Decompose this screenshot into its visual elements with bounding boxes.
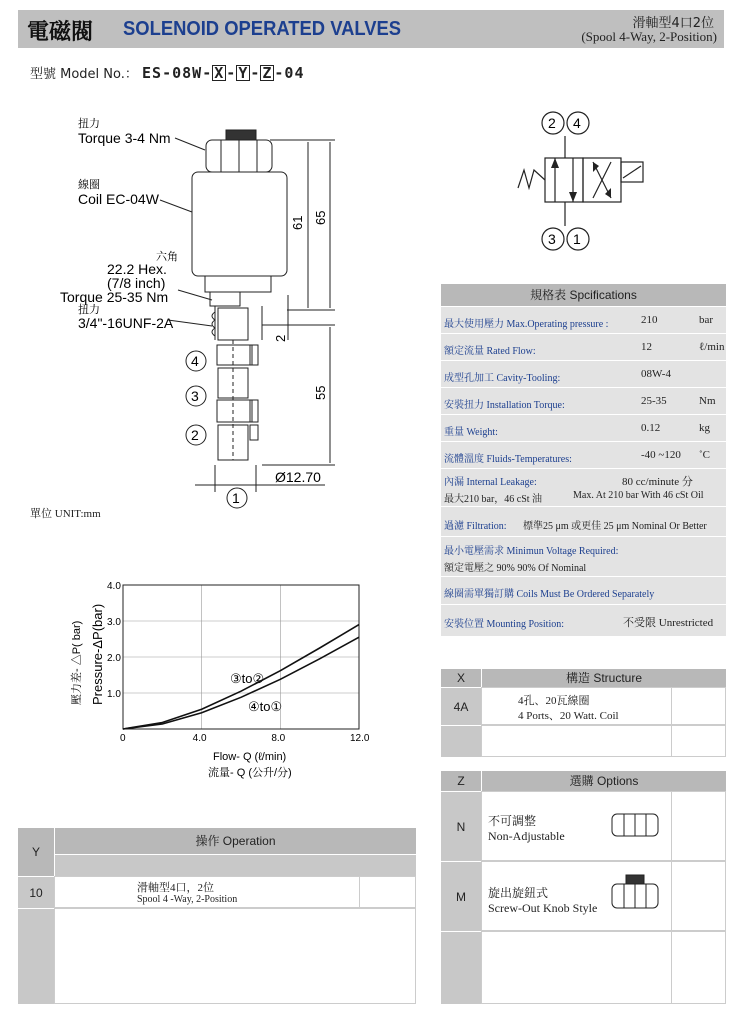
hex-label-zh: 六角 [156,251,178,263]
model-suffix: -04 [274,64,305,82]
spec-row-label: 安裝扭力 Installation Torque: [444,400,565,411]
filtration-value: 標準25 μm 或更佳 25 μm Nominal Or Better [523,521,707,532]
structure-col-label: X [441,669,481,687]
operation-col-label: Y [18,828,54,876]
x-tick-label: 12.0 [350,733,370,744]
spec-row-label: 成型孔加工 Cavity-Tooling: [444,373,561,384]
unit-note: 單位 UNIT:mm [30,508,101,520]
subtitle-zh: 滑軸型4口2位 [632,16,714,31]
y-axis-label-zh: 壓力差- △P( bar) [71,620,83,705]
torque-label-zh: 扭力 [78,118,100,130]
operation-subheader [54,854,416,876]
port-1-marker: 1 [232,490,240,506]
port-2-marker: 2 [191,427,199,443]
port-3-marker: 3 [191,388,199,404]
dim-55: 55 [313,385,328,400]
spec-row-value: 08W-4 [641,368,671,380]
option-m-blank [671,861,726,931]
option-m-en: Screw-Out Knob Style [488,901,598,915]
dim-65: 65 [313,210,328,225]
leakage-sub-zh: 最大210 bar，46 cSt 油 [444,494,543,505]
spec-row-unit: bar [699,314,714,326]
spec-row [441,333,726,360]
x-tick-label: 8.0 [271,733,286,744]
coil-note: 線圈需單獨訂購 Coils Must Be Ordered Separately [444,589,655,600]
operation-desc-zh: 滑軸型4口，2位 [137,882,214,894]
thread-label: 3/4"-16UNF-2A [78,315,174,331]
x-axis-label-zh: 流量- Q (公升/分) [208,767,292,779]
option-n-code: N [441,791,481,861]
spec-row-value: 12 [641,341,652,353]
voltage-value: 額定電壓之 90% 90% Of Nominal [444,563,587,574]
structure-desc-cell [481,687,671,725]
spec-row [441,441,726,468]
operation-blank [359,876,416,908]
model-x: X [214,64,225,82]
title-zh: 電磁閥 [27,20,94,45]
structure-title: 構造 Structure [481,669,726,687]
spec-row-unit: Nm [699,395,716,407]
header-bar [18,10,724,48]
y-axis-label: Pressure-ΔP(bar) [90,603,105,705]
spec-row [441,387,726,414]
mounting-label: 安裝位置 Mounting Position: [444,619,565,630]
operation-title: 操作 Operation [54,828,416,854]
option-n-cell [481,791,671,861]
spec-row-unit: ˚C [699,449,710,461]
spec-row-label: 重量 Weight: [444,427,498,438]
structure-desc-en: 4 Ports、20 Watt. Coil [518,710,619,722]
options-empty-2 [671,931,726,1004]
spec-row-value: -40 ~120 [641,449,681,461]
spec-title: 規格表 Spcifications [441,284,726,306]
model-label: 型號 Model No.： [30,67,138,82]
torque-label: Torque 3-4 Nm [78,130,171,146]
operation-code: 10 [18,876,54,908]
operation-desc-en: Spool 4 -Way, 2-Position [137,894,238,905]
spec-row [441,306,726,333]
knob-top [226,130,256,140]
spec-row [441,536,726,576]
structure-blank [671,687,726,725]
option-n-zh: 不可調整 [488,814,537,828]
spec-row-label: 最大使用壓力 Max.Operating pressure : [444,319,609,330]
leakage-label: 內漏 Internal Leakage: [444,477,537,488]
pressure-flow-chart [60,575,390,790]
option-m-cell [481,861,671,931]
model-y: Y [238,64,249,82]
option-n-en: Non-Adjustable [488,829,565,843]
coil-label: Coil EC-04W [78,191,159,207]
option-n-blank [671,791,726,861]
operation-table [18,828,416,1004]
structure-empty-2 [671,725,726,757]
non-adjustable-nut-icon [610,810,660,840]
hex-label: 22.2 Hex. [107,261,167,277]
y-tick-label: 2.0 [107,653,121,664]
x-tick-label: 4.0 [192,733,207,744]
hex-nut [205,276,271,292]
option-m-code: M [441,861,481,931]
leakage-sub-en: Max. At 210 bar With 46 cSt Oil [573,490,704,501]
options-title: 選購 Options [481,771,726,791]
spec-row-value: 210 [641,314,658,326]
spec-row-value: 25-35 [641,395,667,407]
operation-desc-cell [54,876,359,908]
title-en: SOLENOID OPERATED VALVES [123,18,402,40]
spec-row-value: 0.12 [641,422,661,434]
symbol-port-1: 1 [573,231,581,247]
hydraulic-symbol [510,108,660,258]
x-axis-label: Flow- Q (ℓ/min) [213,751,287,763]
spec-row [441,506,726,536]
options-empty [481,931,671,1004]
model-code [142,64,304,82]
structure-empty [481,725,671,757]
spec-row-unit: ℓ/min [699,341,725,353]
dim-2: 2 [273,334,288,342]
hex-inch-label: (7/8 inch) [107,275,166,291]
y-tick-label: 1.0 [107,689,121,700]
model-sep1: - [226,64,237,82]
options-table [441,771,726,1004]
coil-label-zh: 線圈 [78,179,100,191]
symbol-port-4: 4 [573,115,581,131]
model-sep2: - [250,64,261,82]
subtitle-en: (Spool 4-Way, 2-Position) [581,29,717,44]
spec-row [441,576,726,604]
option-m-zh: 旋出旋鈕式 [488,886,549,900]
valve-drawing [0,100,360,520]
spec-row-unit: kg [699,422,710,434]
leakage-value: 80 cc/minute 分 [622,476,693,488]
operation-empty [54,908,416,1004]
structure-table [441,669,726,757]
y-tick-label: 3.0 [107,617,121,628]
structure-empty-code [441,725,481,757]
filtration-label: 過濾 Filtration: [444,521,507,532]
voltage-label: 最小電壓需求 Minimun Voltage Required: [444,546,619,557]
model-prefix: ES-08W- [142,64,213,82]
options-empty-code [441,931,481,1004]
dim-61: 61 [290,215,305,230]
screw-out-knob-icon [610,874,660,914]
spec-row-label: 額定流量 Rated Flow: [444,346,536,357]
model-number [30,63,305,82]
spec-row [441,360,726,387]
y-tick-label: 4.0 [107,581,121,592]
thread-label-zh: 扭力 [78,304,100,316]
x-tick-label: 0 [120,733,126,744]
mounting-value: 不受限 Unrestricted [623,617,714,629]
torque2-label: Torque 25-35 Nm [60,289,169,305]
symbol-port-3: 3 [548,231,556,247]
spec-row [441,468,726,506]
spec-row [441,414,726,441]
structure-desc-zh: 4孔、20瓦線圈 [518,695,590,707]
series-label-4to1: ④to① [248,699,283,714]
model-z: Z [262,64,273,82]
port-4-marker: 4 [191,353,199,369]
operation-empty-code [18,908,54,1004]
spec-row-label: 流體溫度 Fluids-Temperatures: [444,454,572,465]
options-col-label: Z [441,771,481,791]
structure-code: 4A [441,687,481,725]
dia-label: Ø12.70 [275,469,321,485]
symbol-port-2: 2 [548,115,556,131]
series-label-3to2: ③to② [230,671,265,686]
spec-row [441,604,726,636]
coil-body [192,172,287,276]
